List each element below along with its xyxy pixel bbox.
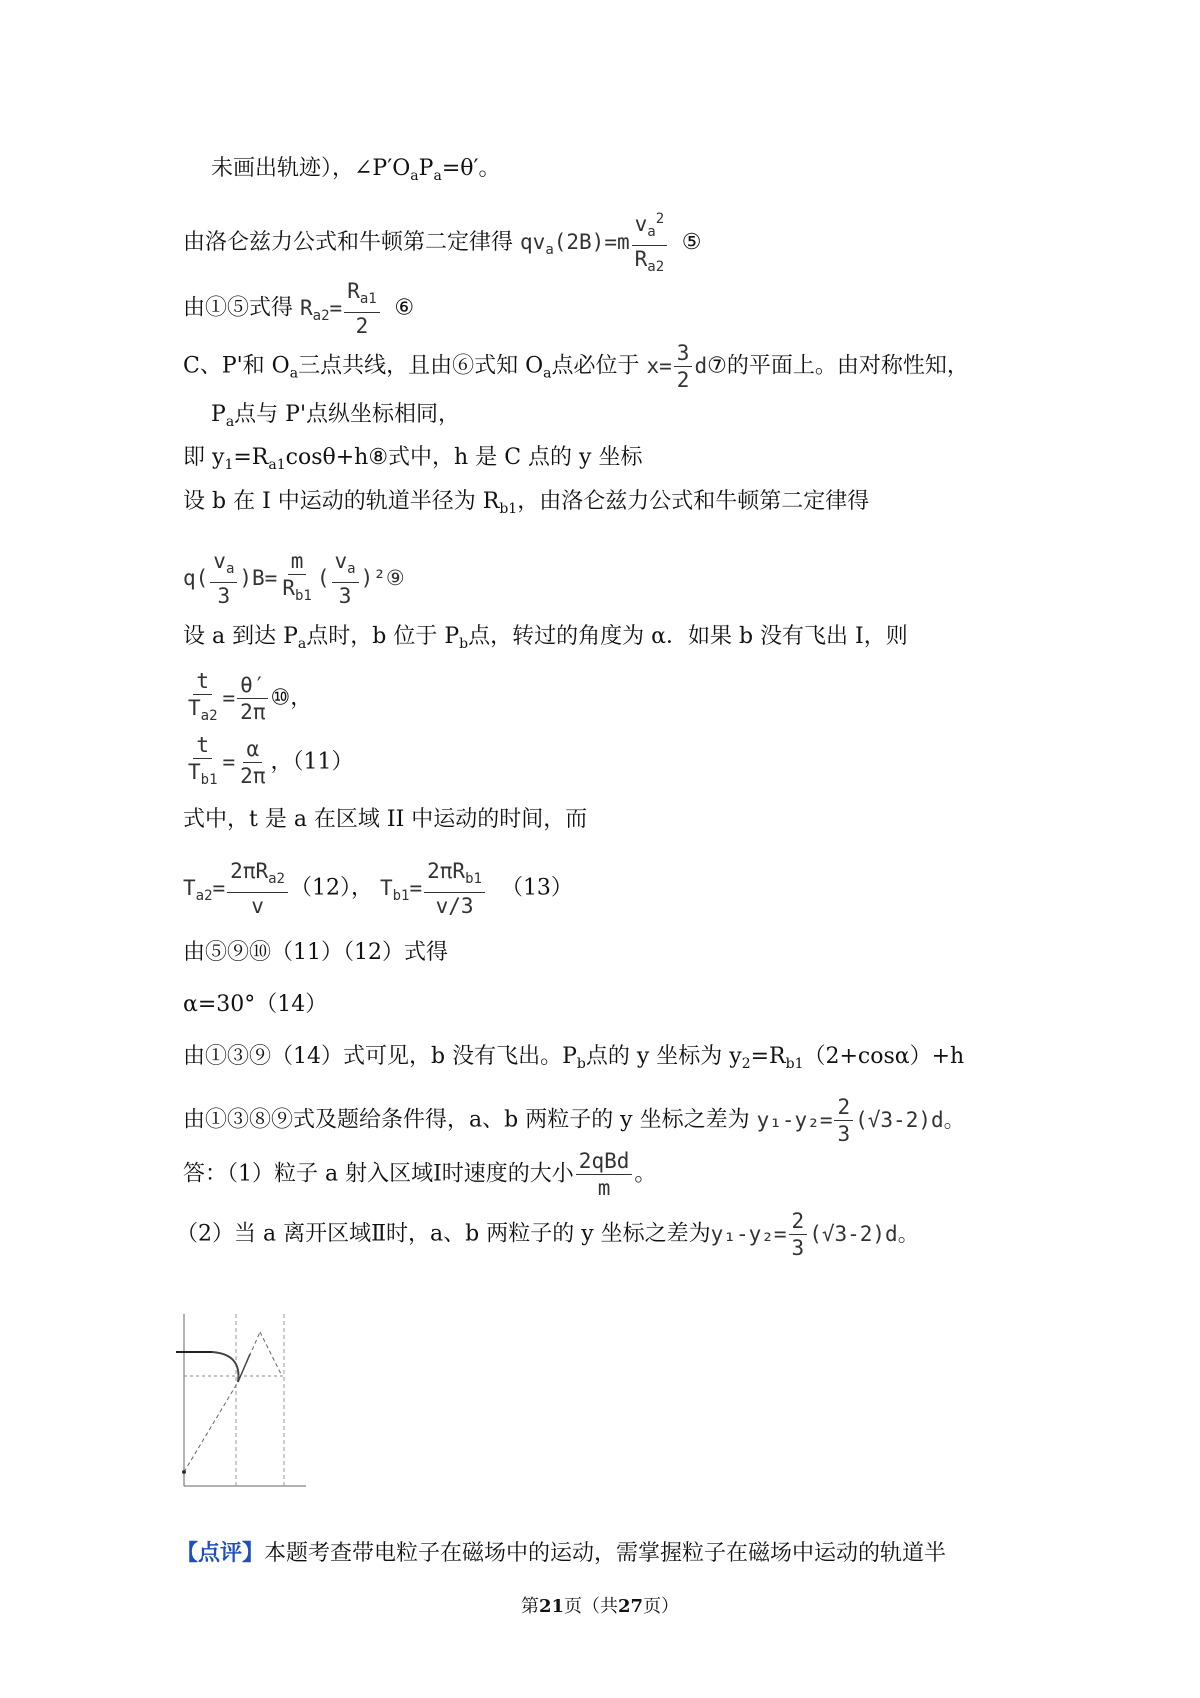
fraction — [185, 668, 221, 729]
text: 即 y — [183, 445, 225, 470]
equation-12: $T_{a2}=$ $\frac{2\pi R_{a2}}{v}$ — [183, 876, 290, 900]
subscript: a — [347, 561, 356, 577]
text: 由洛仑兹力公式和牛顿第二定律得 — [183, 230, 514, 255]
math-text: )²⑨ — [360, 565, 405, 590]
subscript: a — [545, 242, 554, 258]
text: 式中，t 是 a 在区域 II 中运动的时间，而 — [183, 807, 588, 832]
text-line-6 — [183, 443, 642, 480]
fraction — [834, 1094, 853, 1147]
text-line-10 — [183, 668, 312, 729]
fraction — [674, 340, 693, 393]
subscript: 2 — [741, 1056, 751, 1072]
equation-9 — [183, 549, 405, 608]
text-line-14 — [183, 938, 448, 968]
equation-y-diff-answer — [710, 1209, 919, 1260]
text: 本题考查带电粒子在磁场中的运动，需掌握粒子在磁场中运动的轨道半 — [264, 1541, 947, 1566]
equation-y-diff — [756, 1095, 965, 1146]
math-text: = — [222, 749, 236, 774]
text-line-2 — [183, 206, 702, 280]
numerator: 2πR — [230, 859, 269, 883]
text: ⑦的平面上。由对称性知， — [707, 353, 969, 379]
denominator: 3 — [338, 584, 352, 608]
fraction — [789, 1208, 808, 1261]
text: ⑥ — [394, 295, 415, 321]
numerator: v — [213, 549, 226, 573]
denominator: 2 — [676, 368, 690, 392]
subscript: b1 — [499, 501, 518, 517]
text: P — [418, 156, 434, 181]
text: ⑤ — [681, 230, 702, 255]
text-line-4 — [183, 340, 969, 393]
text: 未画出轨迹），∠P′O — [211, 156, 411, 181]
denominator: 3 — [791, 1236, 805, 1260]
numerator: 2πR — [427, 859, 466, 883]
text-line-18 — [183, 1148, 656, 1201]
math-text: T — [379, 875, 393, 900]
text: （2+cosα）+h — [803, 1044, 965, 1069]
footer-text: 页） — [643, 1596, 680, 1617]
numerator: R — [347, 279, 360, 303]
text: 设 a 到达 P — [183, 624, 298, 649]
text-line-16 — [183, 1042, 964, 1079]
subscript: a — [543, 365, 552, 382]
subscript: a2 — [200, 708, 218, 724]
denominator: T — [188, 696, 201, 720]
denominator: 3 — [217, 584, 231, 608]
text: 由①③⑨（14）式可见，b 没有飞出。P — [183, 1044, 577, 1069]
denominator: T — [188, 760, 201, 784]
subscript: a2 — [312, 307, 330, 324]
fraction — [332, 548, 359, 609]
text: 点与 P'点纵坐标相同， — [234, 402, 461, 427]
subscript: a2 — [268, 871, 285, 887]
numerator: α — [243, 736, 262, 763]
fraction — [210, 548, 237, 609]
text: 。 — [634, 1161, 657, 1187]
fraction — [576, 1148, 633, 1201]
text: =θ′。 — [441, 156, 501, 181]
text: P — [211, 402, 226, 427]
text-line-9 — [183, 622, 908, 659]
subscript: a — [433, 168, 442, 184]
subscript: 1 — [224, 457, 234, 473]
text: 由①⑤式得 — [183, 295, 294, 321]
superscript: 2 — [655, 211, 665, 227]
text-line-15 — [183, 990, 327, 1020]
numerator: 3 — [674, 340, 693, 367]
text: （2）当 a 离开区域Ⅱ时，a、b 两粒子的 y 坐标之差为 — [176, 1221, 711, 1247]
trajectory-figure — [176, 1310, 310, 1496]
text-line-12 — [183, 805, 587, 835]
equation-5 — [520, 211, 682, 275]
math-text: ( — [316, 565, 330, 590]
numerator: θ′ — [237, 672, 268, 699]
subscript: a — [647, 224, 656, 240]
numerator: 2 — [834, 1094, 853, 1121]
footer-text: 页（共 — [564, 1596, 618, 1617]
numerator: v — [334, 549, 348, 573]
text: =R — [233, 445, 269, 470]
math-text: (√3-2)d。 — [855, 1107, 965, 1132]
fraction — [237, 736, 268, 789]
comment-tag: 【点评】 — [176, 1540, 265, 1566]
fraction — [424, 858, 485, 919]
fraction — [237, 672, 268, 725]
text-line-5 — [211, 400, 460, 437]
fraction — [227, 858, 288, 919]
subscript: a — [289, 365, 299, 382]
text-line-17 — [183, 1094, 965, 1147]
text: ⑩， — [270, 685, 313, 711]
text: 点时，b 位于 P — [306, 624, 460, 649]
numerator: t — [193, 668, 212, 695]
numerator: v — [634, 212, 648, 236]
equation-13: $T_{b1}=$ $\frac{2\pi R_{b1}}{v/3}$ — [380, 876, 487, 900]
fraction — [185, 732, 221, 793]
text-line-7 — [183, 487, 869, 524]
text: =R — [750, 1044, 786, 1069]
subscript: a2 — [647, 259, 665, 275]
text-line-8 — [183, 548, 405, 609]
subscript: b1 — [392, 887, 410, 904]
footer-text: 第 — [520, 1596, 539, 1617]
text: cosθ+h⑧式中，h 是 C 点的 y 坐标 — [285, 445, 643, 470]
denominator: R — [634, 247, 648, 271]
subscript: a2 — [195, 887, 213, 904]
numerator: t — [193, 732, 212, 759]
denominator: R — [282, 576, 295, 600]
equation-speed — [574, 1149, 635, 1200]
math-text: = — [222, 685, 236, 710]
text: （13） — [500, 875, 573, 901]
subscript: a — [225, 561, 235, 577]
denominator: 2π — [240, 764, 266, 788]
math-text: d — [694, 353, 708, 378]
math-text: x= — [646, 353, 672, 378]
text: 设 b 在 I 中运动的轨道半径为 R — [183, 489, 500, 514]
text: ，由洛仑兹力公式和牛顿第二定律得 — [517, 489, 870, 514]
subscript: b1 — [294, 588, 312, 604]
page-number: 21 — [538, 1596, 564, 1617]
subscript: a — [297, 636, 307, 652]
text: 由⑤⑨⑩（11）（12）式得 — [183, 940, 448, 965]
numerator: 2qBd — [576, 1148, 633, 1175]
text: ，（11） — [270, 749, 354, 775]
subscript: a1 — [268, 457, 286, 473]
subscript: a1 — [359, 291, 377, 307]
numerator: m — [288, 548, 307, 575]
text-line-3 — [183, 278, 414, 339]
subscript: a — [225, 414, 235, 430]
text-line-20 — [176, 1538, 946, 1569]
math-text: y₁-y₂= — [756, 1107, 833, 1132]
text: 点必位于 — [551, 353, 640, 379]
equation-6: $R_{a2}=$ $\frac{R_{a1}}{2}$ — [300, 296, 394, 320]
denominator: 2 — [355, 314, 369, 338]
math-text: qv — [520, 230, 546, 254]
subscript: b1 — [785, 1056, 804, 1072]
text: α=30°（14） — [183, 992, 328, 1017]
fraction — [279, 548, 315, 609]
subscript: b1 — [465, 871, 482, 887]
subscript: b — [576, 1056, 586, 1072]
total-pages: 27 — [618, 1596, 644, 1617]
subscript: b1 — [200, 772, 218, 788]
numerator: 2 — [789, 1208, 808, 1235]
math-text: (√3-2)d。 — [809, 1221, 919, 1246]
math-text: T — [183, 875, 196, 900]
text-line-19 — [176, 1208, 919, 1261]
text: C、P'和 O — [183, 353, 290, 379]
text: 答：（1）粒子 a 射入区域Ⅰ时速度的大小 — [183, 1161, 574, 1187]
math-text: y₁-y₂= — [710, 1221, 787, 1246]
equation-7 — [646, 341, 708, 392]
text-line-1 — [211, 154, 501, 191]
page-footer — [0, 1592, 1200, 1618]
math-text: R — [300, 295, 313, 320]
fraction — [632, 206, 668, 280]
denominator: 2π — [240, 700, 266, 724]
math-text: q( — [183, 565, 209, 590]
text: 由①③⑧⑨式及题给条件得，a、b 两粒子的 y 坐标之差为 — [183, 1107, 750, 1133]
text-line-13 — [183, 858, 573, 919]
math-text: )B= — [239, 565, 278, 590]
text: 点，转过的角度为 α．如果 b 没有飞出 I，则 — [468, 624, 908, 649]
denominator: 3 — [837, 1122, 851, 1146]
subscript: a — [410, 168, 419, 184]
text-line-11 — [183, 732, 353, 793]
text: 点的 y 坐标为 y — [585, 1044, 742, 1069]
math-text: (2B)=m — [553, 230, 630, 254]
denominator: v/3 — [435, 894, 474, 918]
denominator: m — [597, 1176, 611, 1200]
text: （12）， — [289, 875, 373, 901]
fraction — [344, 278, 380, 339]
text: 三点共线，且由⑥式知 O — [298, 353, 544, 379]
denominator: v — [251, 894, 264, 918]
subscript: b — [459, 636, 469, 652]
